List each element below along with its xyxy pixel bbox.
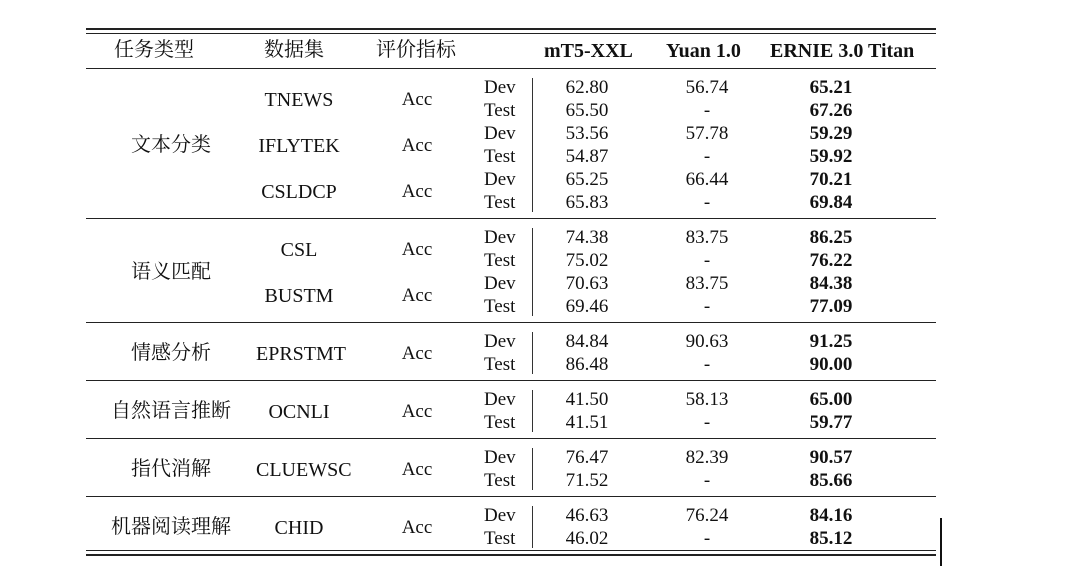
value-cell: 91.25 bbox=[809, 331, 853, 352]
value-cell: 85.12 bbox=[809, 528, 853, 549]
metric-name: Acc bbox=[401, 135, 433, 156]
value-cell: 75.02 bbox=[565, 250, 609, 271]
metric-name: Acc bbox=[401, 401, 433, 422]
value-cell: 41.50 bbox=[565, 389, 609, 410]
value-cell: - bbox=[703, 250, 711, 271]
split-label: Dev bbox=[484, 389, 516, 410]
value-cell: 86.25 bbox=[809, 227, 853, 248]
split-label: Dev bbox=[484, 77, 516, 98]
split-label: Test bbox=[484, 354, 516, 375]
task-type: 文本分类 bbox=[131, 132, 211, 156]
bottom-rule-outer bbox=[86, 554, 936, 556]
value-cell: - bbox=[703, 146, 711, 167]
value-cell: 85.66 bbox=[809, 470, 853, 491]
dataset-name: BUSTM bbox=[264, 285, 334, 307]
split-label: Dev bbox=[484, 331, 516, 352]
value-cell: 59.29 bbox=[809, 123, 853, 144]
dataset-name: OCNLI bbox=[268, 401, 330, 423]
header-task: 任务类型 bbox=[114, 39, 194, 61]
task-type: 机器阅读理解 bbox=[111, 514, 231, 538]
value-cell: 76.22 bbox=[809, 250, 853, 271]
header-model-3: ERNIE 3.0 Titan bbox=[770, 40, 915, 62]
top-rule-inner bbox=[86, 33, 936, 34]
header-dataset: 数据集 bbox=[264, 39, 324, 61]
value-cell: 53.56 bbox=[565, 123, 609, 144]
edge-mark bbox=[940, 518, 942, 566]
group-rule bbox=[86, 438, 936, 439]
group-rule bbox=[86, 496, 936, 497]
dataset-name: CSL bbox=[280, 239, 318, 261]
dataset-name: EPRSTMT bbox=[256, 343, 347, 365]
header-rule bbox=[86, 68, 936, 69]
value-cell: 69.46 bbox=[565, 296, 609, 317]
value-cell: 65.50 bbox=[565, 100, 609, 121]
metric-name: Acc bbox=[401, 285, 433, 306]
value-cell: 71.52 bbox=[565, 470, 609, 491]
value-cell: 54.87 bbox=[565, 146, 609, 167]
value-cell: 70.63 bbox=[565, 273, 609, 294]
split-divider bbox=[532, 228, 533, 316]
split-label: Test bbox=[484, 192, 516, 213]
value-cell: 56.74 bbox=[685, 77, 729, 98]
dataset-name: TNEWS bbox=[264, 89, 334, 111]
value-cell: 90.57 bbox=[809, 447, 853, 468]
value-cell: 76.47 bbox=[565, 447, 609, 468]
task-type: 情感分析 bbox=[131, 340, 211, 364]
value-cell: 69.84 bbox=[809, 192, 853, 213]
dataset-name: CSLDCP bbox=[261, 181, 337, 203]
split-divider bbox=[532, 390, 533, 432]
value-cell: 90.00 bbox=[809, 354, 853, 375]
value-cell: - bbox=[703, 354, 711, 375]
value-cell: 83.75 bbox=[685, 227, 729, 248]
value-cell: - bbox=[703, 192, 711, 213]
metric-name: Acc bbox=[401, 89, 433, 110]
top-rule bbox=[86, 28, 936, 30]
value-cell: 46.02 bbox=[565, 528, 609, 549]
task-type: 指代消解 bbox=[131, 456, 211, 480]
split-divider bbox=[532, 448, 533, 490]
value-cell: 59.77 bbox=[809, 412, 853, 433]
value-cell: 84.16 bbox=[809, 505, 853, 526]
value-cell: 83.75 bbox=[685, 273, 729, 294]
value-cell: 90.63 bbox=[685, 331, 729, 352]
value-cell: - bbox=[703, 100, 711, 121]
split-label: Dev bbox=[484, 227, 516, 248]
split-label: Test bbox=[484, 412, 516, 433]
value-cell: 77.09 bbox=[809, 296, 853, 317]
value-cell: - bbox=[703, 528, 711, 549]
split-label: Dev bbox=[484, 169, 516, 190]
split-label: Test bbox=[484, 100, 516, 121]
split-label: Test bbox=[484, 296, 516, 317]
value-cell: 46.63 bbox=[565, 505, 609, 526]
value-cell: 74.38 bbox=[565, 227, 609, 248]
value-cell: - bbox=[703, 412, 711, 433]
task-type: 自然语言推断 bbox=[111, 398, 231, 422]
group-rule bbox=[86, 218, 936, 219]
header-metric: 评价指标 bbox=[376, 39, 456, 61]
dataset-name: IFLYTEK bbox=[258, 135, 340, 157]
value-cell: 65.25 bbox=[565, 169, 609, 190]
value-cell: 58.13 bbox=[685, 389, 729, 410]
bottom-rule bbox=[86, 550, 936, 551]
task-type: 语义匹配 bbox=[131, 259, 211, 283]
split-divider bbox=[532, 332, 533, 374]
metric-name: Acc bbox=[401, 517, 433, 538]
header-model-1: mT5-XXL bbox=[544, 40, 633, 62]
value-cell: 86.48 bbox=[565, 354, 609, 375]
metric-name: Acc bbox=[401, 239, 433, 260]
value-cell: 84.84 bbox=[565, 331, 609, 352]
split-divider bbox=[532, 506, 533, 548]
split-label: Dev bbox=[484, 123, 516, 144]
value-cell: 59.92 bbox=[809, 146, 853, 167]
value-cell: 67.26 bbox=[809, 100, 853, 121]
split-label: Dev bbox=[484, 447, 516, 468]
split-label: Test bbox=[484, 250, 516, 271]
split-divider bbox=[532, 78, 533, 212]
dataset-name: CLUEWSC bbox=[256, 459, 352, 481]
value-cell: - bbox=[703, 296, 711, 317]
value-cell: 41.51 bbox=[565, 412, 609, 433]
split-label: Test bbox=[484, 146, 516, 167]
group-rule bbox=[86, 322, 936, 323]
value-cell: 76.24 bbox=[685, 505, 729, 526]
header-model-2: Yuan 1.0 bbox=[666, 40, 741, 62]
dataset-name: CHID bbox=[274, 517, 324, 539]
value-cell: 82.39 bbox=[685, 447, 729, 468]
value-cell: 57.78 bbox=[685, 123, 729, 144]
split-label: Dev bbox=[484, 273, 516, 294]
value-cell: - bbox=[703, 470, 711, 491]
split-label: Test bbox=[484, 470, 516, 491]
split-label: Dev bbox=[484, 505, 516, 526]
value-cell: 84.38 bbox=[809, 273, 853, 294]
metric-name: Acc bbox=[401, 343, 433, 364]
metric-name: Acc bbox=[401, 459, 433, 480]
value-cell: 70.21 bbox=[809, 169, 853, 190]
value-cell: 62.80 bbox=[565, 77, 609, 98]
value-cell: 65.00 bbox=[809, 389, 853, 410]
value-cell: 66.44 bbox=[685, 169, 729, 190]
value-cell: 65.83 bbox=[565, 192, 609, 213]
value-cell: 65.21 bbox=[809, 77, 853, 98]
split-label: Test bbox=[484, 528, 516, 549]
metric-name: Acc bbox=[401, 181, 433, 202]
group-rule bbox=[86, 380, 936, 381]
